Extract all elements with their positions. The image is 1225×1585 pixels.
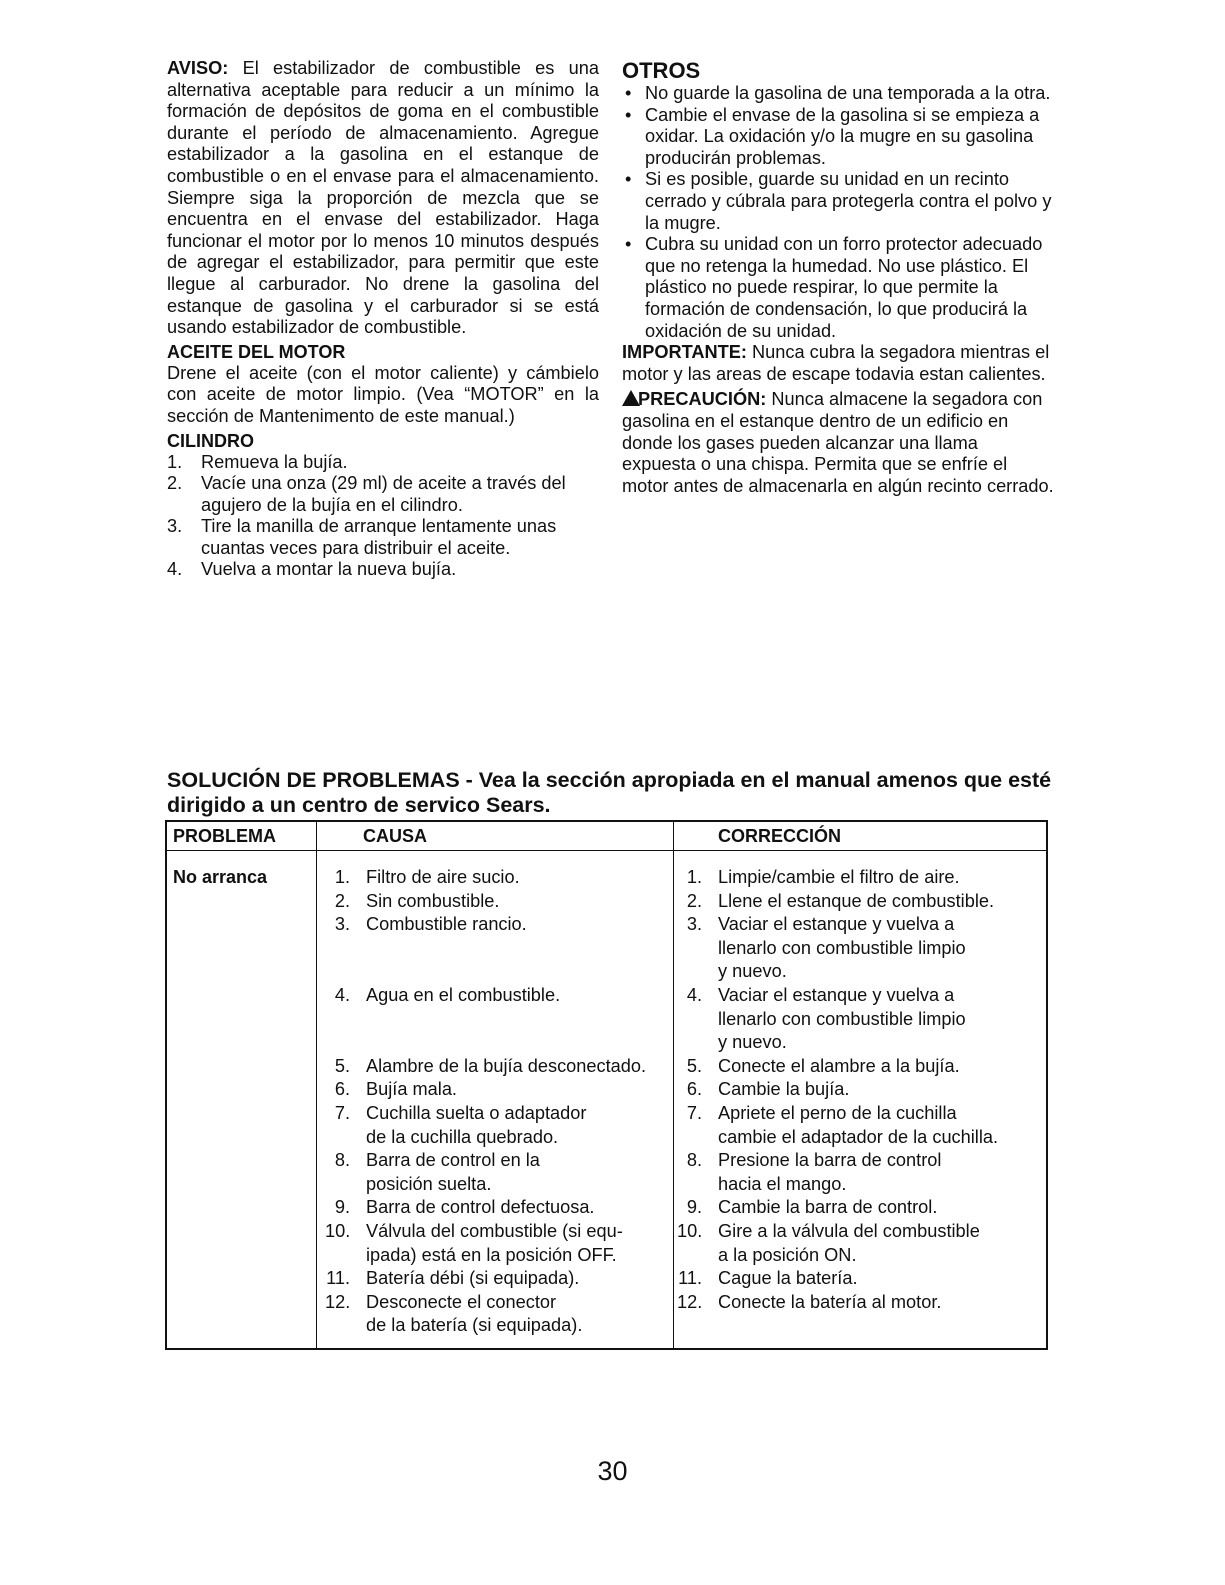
troubleshooting-heading: SOLUCIÓN DE PROBLEMAS - Vea la sección apropiada en el manual amenos que esté dirigido a un centro de servico Sears. bbox=[167, 768, 1052, 817]
otros-item bbox=[622, 234, 1054, 342]
cause-item-line: Agua en el combustible. bbox=[366, 984, 561, 1005]
correction-item bbox=[677, 1102, 1022, 1149]
cause-item-line: Sin combustible. bbox=[366, 890, 500, 911]
cause-item bbox=[325, 1055, 685, 1079]
item-number: 8. bbox=[686, 1150, 702, 1171]
precaucion-paragraph bbox=[622, 389, 1054, 497]
correction-item-line: Presione la barra de control bbox=[718, 1150, 942, 1171]
item-number: 5. bbox=[334, 1055, 350, 1076]
item-number: 11. bbox=[678, 1268, 702, 1289]
precaucion-label: PRECAUCIÓN: bbox=[638, 389, 767, 410]
correction-item-line: y nuevo. bbox=[718, 961, 787, 982]
otros-item-text: Cambie el envase de la gasolina si se empieza a oxidar. La oxidación y/o la mugre en su gasolina producirán problemas. bbox=[645, 104, 1040, 168]
correction-item bbox=[677, 890, 1022, 914]
step-text: Tire la manilla de arranque lentamente unas cuantas veces para distribuir el aceite. bbox=[201, 516, 557, 558]
step-text: Vacíe una onza (29 ml) de aceite a través del agujero de la bujía en el cilindro. bbox=[201, 473, 566, 515]
correction-item-line: Vaciar el estanque y vuelva a bbox=[718, 984, 955, 1005]
correction-item-line: Conecte el alambre a la bujía. bbox=[718, 1055, 960, 1076]
correction-item-line: Conecte la batería al motor. bbox=[718, 1291, 942, 1312]
cause-item-line: Alambre de la bujía desconectado. bbox=[366, 1055, 647, 1076]
cilindro-step bbox=[167, 559, 599, 581]
item-number: 12. bbox=[677, 1291, 703, 1312]
step-number: 4. bbox=[167, 559, 183, 580]
cilindro-step bbox=[167, 516, 599, 559]
column-header-problem: PROBLEMA bbox=[173, 826, 276, 846]
precaucion-text: Nunca almacene la segadora con gasolina en el estanque dentro de un edificio en donde los gases pueden alcanzar una llama expuesta o una chispa. Permita que se enfríe el motor antes de almacenarla en algún recinto cerrado. bbox=[622, 389, 1054, 496]
cilindro-step bbox=[167, 452, 599, 474]
aviso-text: El estabilizador de combustible es una alternativa aceptable para reducir a un mínimo la formación de depósitos de goma en el combustible durante el período de almacenamiento. Agregue estabilizador a la gasolina en el estanque de combustible o en el envase para el almacenamiento. Siempre siga la proporción de mezcla que se encuentra en el envase del estabilizador. Haga funcionar el motor por lo menos 10 minutos después de agregar el estabilizador, para permitir que este llegue al carburador. No drene la gasolina del estanque de gasolina y el carburador si se está usando estabilizador de combustible. bbox=[167, 58, 599, 338]
cause-item-line: Barra de control en la bbox=[366, 1150, 540, 1171]
item-number: 7. bbox=[686, 1102, 702, 1123]
bullet-icon: • bbox=[625, 169, 632, 190]
cause-item bbox=[325, 1220, 685, 1267]
correction-item bbox=[677, 1220, 1022, 1267]
item-number: 1. bbox=[686, 867, 702, 887]
step-number: 2. bbox=[167, 473, 183, 494]
correction-item bbox=[677, 913, 1022, 984]
correction-item bbox=[677, 1078, 1022, 1102]
cause-item-line: Combustible rancio. bbox=[366, 914, 527, 935]
correction-item-line: a la posición ON. bbox=[718, 1244, 857, 1265]
item-number: 12. bbox=[325, 1291, 351, 1312]
item-number: 5. bbox=[686, 1055, 702, 1076]
item-number: 3. bbox=[686, 914, 702, 935]
item-number: 6. bbox=[686, 1079, 702, 1100]
page-number: 30 bbox=[597, 1456, 628, 1486]
correction-item bbox=[677, 1149, 1022, 1196]
cause-item bbox=[325, 1078, 685, 1102]
correction-item-line: Gire a la válvula del combustible bbox=[718, 1220, 980, 1241]
step-number: 3. bbox=[167, 516, 183, 537]
importante-text: Nunca cubra la segadora mientras el motor y las areas de escape todavia estan calientes. bbox=[622, 342, 1050, 384]
item-number: 3. bbox=[334, 914, 350, 935]
otros-item bbox=[622, 83, 1054, 105]
right-column bbox=[622, 58, 1054, 497]
item-number: 4. bbox=[686, 984, 702, 1005]
item-number: 9. bbox=[686, 1197, 702, 1218]
correction-item bbox=[677, 1055, 1022, 1079]
cause-item-line: de la cuchilla quebrado. bbox=[366, 1126, 559, 1147]
column-header-correction: CORRECCIÓN bbox=[718, 826, 842, 846]
cilindro-step bbox=[167, 473, 599, 516]
bullet-icon: • bbox=[625, 234, 632, 255]
cause-item-line: ipada) está en la posición OFF. bbox=[366, 1244, 617, 1265]
bullet-icon: • bbox=[625, 83, 632, 103]
cause-item-line: Bujía mala. bbox=[366, 1079, 457, 1100]
otros-item bbox=[622, 169, 1054, 234]
otros-item-text: Cubra su unidad con un forro protector adecuado que no retenga la humedad. No use plástico. El plástico no puede respirar, lo que permite la formación de condensación, lo que producirá la oxidación de su unidad. bbox=[645, 234, 1043, 341]
left-column bbox=[167, 58, 599, 581]
troubleshooting-table bbox=[165, 820, 1048, 1350]
item-number: 4. bbox=[334, 984, 350, 1005]
cause-item-line: Válvula del combustible (si equ- bbox=[366, 1220, 623, 1241]
item-number: 9. bbox=[334, 1197, 350, 1218]
cause-item bbox=[325, 1267, 685, 1291]
aviso-label: AVISO: bbox=[167, 58, 229, 78]
correction-item-line: Cague la batería. bbox=[718, 1268, 858, 1289]
problem-cell: No arranca bbox=[173, 867, 268, 887]
aviso-paragraph bbox=[167, 58, 599, 339]
correction-item-line: hacia el mango. bbox=[718, 1173, 847, 1194]
cause-item bbox=[325, 1291, 685, 1338]
bullet-icon: • bbox=[625, 104, 632, 125]
importante-label: IMPORTANTE: bbox=[622, 342, 747, 363]
cause-item-line: Desconecte el conector bbox=[366, 1291, 557, 1312]
cause-item-line: de la batería (si equipada). bbox=[366, 1315, 583, 1336]
cause-item bbox=[325, 913, 685, 984]
cause-item bbox=[325, 1149, 685, 1196]
otros-item-text: No guarde la gasolina de una temporada a la otra. bbox=[645, 83, 1051, 103]
item-number: 7. bbox=[334, 1102, 350, 1123]
column-header-cause: CAUSA bbox=[363, 826, 428, 846]
cause-item bbox=[325, 984, 685, 1055]
cause-item bbox=[325, 1196, 685, 1220]
correction-item-line: llenarlo con combustible limpio bbox=[718, 1008, 966, 1029]
table-header-rule bbox=[167, 850, 1046, 851]
correction-item-line: Llene el estanque de combustible. bbox=[718, 890, 995, 911]
correction-item bbox=[677, 1267, 1022, 1291]
correction-item bbox=[677, 1291, 1022, 1338]
otros-item bbox=[622, 105, 1054, 170]
cause-list bbox=[325, 866, 685, 1338]
step-text: Remueva la bujía. bbox=[201, 451, 348, 472]
correction-item-line: Cambie la barra de control. bbox=[718, 1197, 938, 1218]
cause-item-line: Cuchilla suelta o adaptador bbox=[366, 1102, 587, 1123]
cause-item bbox=[325, 866, 685, 890]
correction-item bbox=[677, 984, 1022, 1055]
item-number: 6. bbox=[334, 1079, 350, 1100]
cause-item bbox=[325, 890, 685, 914]
cause-item-line: posición suelta. bbox=[366, 1173, 492, 1194]
cause-item-line: Barra de control defectuosa. bbox=[366, 1197, 595, 1218]
aceite-text: Drene el aceite (con el motor caliente) y cámbielo con aceite de motor limpio. (Vea “MOTOR” en la sección de Mantenimento de este manual.) bbox=[167, 362, 599, 426]
otros-item-text: Si es posible, guarde su unidad en un recinto cerrado y cúbrala para protegerla contra el polvo y la mugre. bbox=[645, 169, 1052, 233]
cilindro-steps bbox=[167, 452, 599, 582]
item-number: 2. bbox=[686, 890, 702, 911]
step-number: 1. bbox=[167, 451, 183, 472]
correction-list bbox=[677, 866, 1022, 1338]
cilindro-heading: CILINDRO bbox=[167, 430, 254, 451]
correction-item-line: llenarlo con combustible limpio bbox=[718, 937, 966, 958]
otros-heading: OTROS bbox=[622, 58, 701, 83]
item-number: 10. bbox=[677, 1220, 703, 1241]
importante-paragraph bbox=[622, 342, 1054, 385]
correction-item-line: Limpie/cambie el filtro de aire. bbox=[718, 867, 960, 887]
otros-list bbox=[622, 83, 1054, 342]
item-number: 11. bbox=[326, 1268, 350, 1289]
correction-item-line: Vaciar el estanque y vuelva a bbox=[718, 914, 955, 935]
item-number: 2. bbox=[334, 890, 350, 911]
cause-item bbox=[325, 1102, 685, 1149]
cause-item-line: Filtro de aire sucio. bbox=[366, 867, 520, 887]
step-text: Vuelva a montar la nueva bujía. bbox=[201, 559, 457, 580]
correction-item-line: Apriete el perno de la cuchilla bbox=[718, 1102, 957, 1123]
item-number: 1. bbox=[334, 867, 350, 887]
correction-item-line: Cambie la bujía. bbox=[718, 1079, 850, 1100]
item-number: 10. bbox=[325, 1220, 351, 1241]
aceite-heading: ACEITE DEL MOTOR bbox=[167, 341, 346, 362]
item-number: 8. bbox=[334, 1150, 350, 1171]
table-divider bbox=[316, 822, 317, 1348]
cause-item-line: Batería débi (si equipada). bbox=[366, 1268, 580, 1289]
correction-item bbox=[677, 1196, 1022, 1220]
correction-item bbox=[677, 866, 1022, 890]
correction-item-line: y nuevo. bbox=[718, 1032, 787, 1053]
correction-item-line: cambie el adaptador de la cuchilla. bbox=[718, 1126, 999, 1147]
